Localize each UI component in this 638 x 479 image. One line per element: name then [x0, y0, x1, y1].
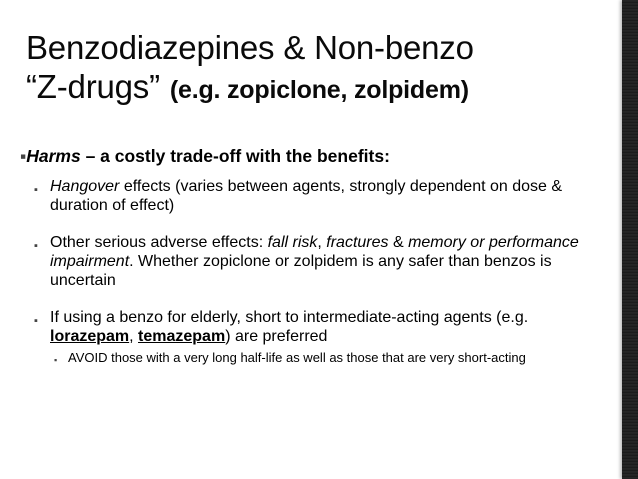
fall-risk: fall risk: [267, 234, 318, 251]
memory-impairment: memory or performance impairment: [50, 234, 579, 270]
avoid-text: AVOID those with a very long half-life as well as those that are very short-acting: [68, 350, 526, 365]
adverse-text-a: Other serious adverse effects:: [50, 234, 268, 251]
square-bullet-icon: ▪: [54, 355, 58, 365]
square-bullet-icon: ▪: [34, 240, 38, 252]
temazepam: temazepam: [138, 328, 226, 345]
square-bullet-icon: ▪: [34, 184, 38, 196]
slide-title: [26, 28, 606, 110]
harms-label: Harms: [26, 146, 81, 166]
elderly-text-c: ) are preferred: [225, 328, 328, 345]
harms-text: – a costly trade-off with the benefits:: [80, 146, 390, 166]
elderly-text-b: ,: [129, 328, 139, 345]
adverse-text-c: &: [388, 234, 409, 251]
title-line-1: Benzodiazepines & Non-benzo: [26, 29, 474, 66]
elderly-text-a: If using a benzo for elderly, short to intermediate-acting agents (e.g.: [50, 309, 529, 326]
bullet-hangover: [28, 177, 610, 215]
hangover-label: Hangover: [50, 178, 120, 195]
slide-content: [20, 146, 610, 366]
bullet-avoid: [48, 350, 610, 366]
lorazepam: lorazepam: [50, 328, 130, 345]
bullet-elderly: [28, 308, 610, 346]
decorative-border: [622, 0, 638, 479]
square-bullet-icon: ▪: [34, 315, 38, 327]
square-bullet-icon: ▪: [20, 146, 27, 166]
bullet-adverse-effects: [28, 233, 610, 290]
title-examples: (e.g. zopiclone, zolpidem): [169, 76, 469, 104]
adverse-text-d: . Whether zopiclone or zolpidem is any safer than benzos is uncertain: [50, 253, 552, 289]
hangover-text: effects (varies between agents, strongly dependent on dose & duration of effect): [50, 178, 563, 214]
title-z-drugs: “Z-drugs”: [26, 68, 160, 105]
adverse-text-b: ,: [317, 234, 327, 251]
bullet-harms: [20, 146, 610, 167]
fractures: fractures: [326, 234, 389, 251]
title-line-2: [26, 67, 606, 110]
